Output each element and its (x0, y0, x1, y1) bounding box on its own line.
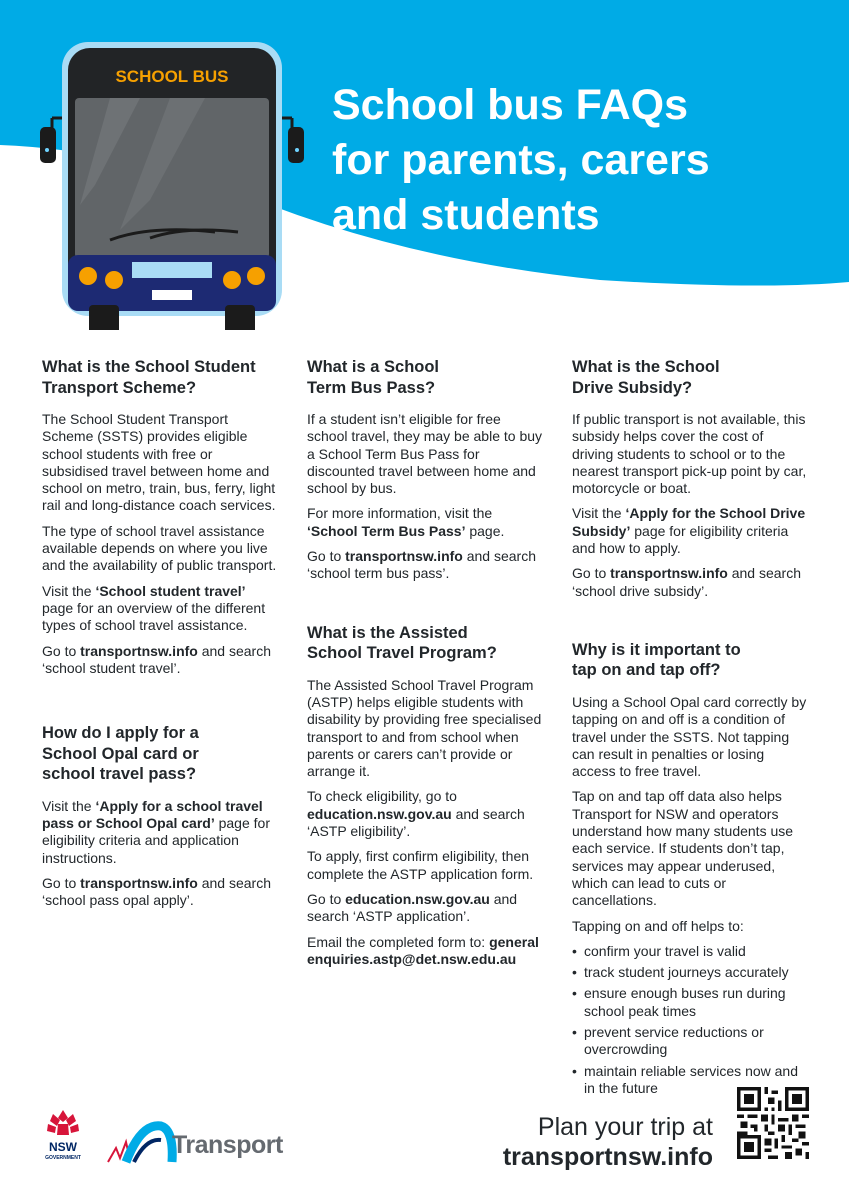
column-3 (572, 357, 808, 1101)
faq-text: Tap on and tap off data also helps Transport for NSW and operators understand how many students use each service. If students don’t tap, services may appear underused, which can lead to cuts or cancellations. (572, 788, 794, 909)
nsw-government-logo (38, 1108, 88, 1163)
faq-text: The type of school travel assistance available depends on where you live and the availability of public transport. (42, 522, 277, 574)
faq-text: The Assisted School Travel Program (ASTP) helps eligible students with disability by providing free specialised transport to and from school when parents or carers can’t provide or arrange it. (307, 676, 542, 780)
email-link[interactable]: generalenquiries.astp@det.nsw.edu.au (307, 933, 539, 967)
link-transportnsw[interactable]: transportnsw.info (345, 548, 463, 565)
svg-text:NSW: NSW (49, 1140, 77, 1154)
faq-heading: What is the School Drive Subsidy? (572, 358, 720, 397)
list-item: • maintain reliable services now and in the future (572, 1063, 808, 1098)
benefits-list (572, 943, 808, 1097)
link-transportnsw[interactable]: transportnsw.info (610, 565, 728, 582)
faq-text: To apply, first confirm eligibility, then complete the ASTP application form. (307, 848, 534, 882)
faq-text: Go to transportnsw.info and search ‘school drive subsidy’. (572, 565, 802, 599)
bus-sign-text: SCHOOL BUS (115, 67, 229, 86)
faq-drive-subsidy (572, 357, 808, 600)
faq-text: To check eligibility, go to education.nsw.gov.au and search ‘ASTP eligibility’. (307, 788, 525, 840)
list-item: • confirm your travel is valid (572, 943, 808, 960)
transport-wordmark: Transport (172, 1131, 283, 1159)
link-transportnsw[interactable]: transportnsw.info (80, 874, 198, 891)
faq-text: For more information, visit the ‘School Term Bus Pass’ page. (307, 505, 505, 539)
list-item: • ensure enough buses run during school peak times (572, 985, 808, 1020)
svg-text:GOVERNMENT: GOVERNMENT (45, 1155, 81, 1161)
faq-text: Go to transportnsw.info and search ‘school student travel’. (42, 642, 272, 676)
page-title: School bus FAQs for parents, carers and students (332, 81, 710, 239)
faq-text: Using a School Opal card correctly by tapping on and off is a condition of travel under the SSTS. Not tapping can result in penalties or losing access to free travel. (572, 693, 807, 780)
faq-text: Go to education.nsw.gov.au and search ‘ASTP application’. (307, 890, 518, 925)
faq-text: Visit the ‘Apply for a school travel pass or School Opal card’ page for eligibility criteria and application instructions. (42, 797, 270, 866)
faq-heading: What is the Assisted School Travel Program? (307, 623, 497, 663)
faq-text: If public transport is not available, this subsidy helps cover the cost of driving students to school or to the nearest transport pick-up point by car, motorcycle or boat. (572, 411, 807, 497)
link-transportnsw[interactable]: transportnsw.info (80, 642, 198, 659)
faq-term-bus-pass (307, 357, 543, 583)
faq-heading: Why is it important to tap on and tap off? (572, 640, 741, 680)
faq-text: The School Student Transport Scheme (SSTS) provides eligible school students with free or subsidised travel between home and school on metro, train, bus, ferry, light rail and long-distance coach services. (42, 411, 276, 514)
list-item: • track student journeys accurately (572, 964, 808, 981)
faq-heading: What is a School Term Bus Pass? (307, 358, 440, 397)
faq-astp (307, 623, 543, 968)
plan-text: Plan your trip at (537, 1113, 713, 1141)
plan-link[interactable]: transportnsw.info (502, 1143, 713, 1171)
faq-text: Tapping on and off helps to: (572, 917, 744, 934)
faq-text: Email the completed form to: generalenquiries.astp@det.nsw.edu.au (307, 933, 539, 967)
faq-ssts (42, 357, 278, 677)
faq-tap-on-off (572, 640, 808, 1097)
faq-text: Go to transportnsw.info and search ‘school term bus pass’. (307, 548, 537, 582)
faq-text: Visit the ‘Apply for the School Drive Subsidy’ page for eligibility criteria and how to apply. (572, 505, 806, 557)
faq-text: Visit the ‘School student travel’ page for an overview of the different types of school travel assistance. (42, 582, 266, 634)
list-item: • prevent service reductions or overcrowding (572, 1024, 808, 1059)
qr-code-icon[interactable] (737, 1087, 809, 1159)
faq-text: If a student isn’t eligible for free school travel, they may be able to buy a School Term Bus Pass for discounted travel between home and school by bus. (307, 411, 543, 497)
column-2 (307, 357, 543, 976)
waratah-icon (47, 1110, 79, 1135)
faq-heading: How do I apply for a School Opal card or school travel pass? (42, 724, 199, 784)
faq-text: Go to transportnsw.info and search ‘school pass opal apply’. (42, 874, 272, 909)
faq-heading: What is the School Student Transport Scheme? (42, 358, 256, 397)
link-education[interactable]: education.nsw.gov.au (307, 805, 452, 822)
plan-your-trip (503, 1112, 713, 1172)
link-education[interactable]: education.nsw.gov.au (345, 890, 490, 907)
column-1 (42, 357, 278, 917)
faq-apply-opal (42, 723, 278, 909)
